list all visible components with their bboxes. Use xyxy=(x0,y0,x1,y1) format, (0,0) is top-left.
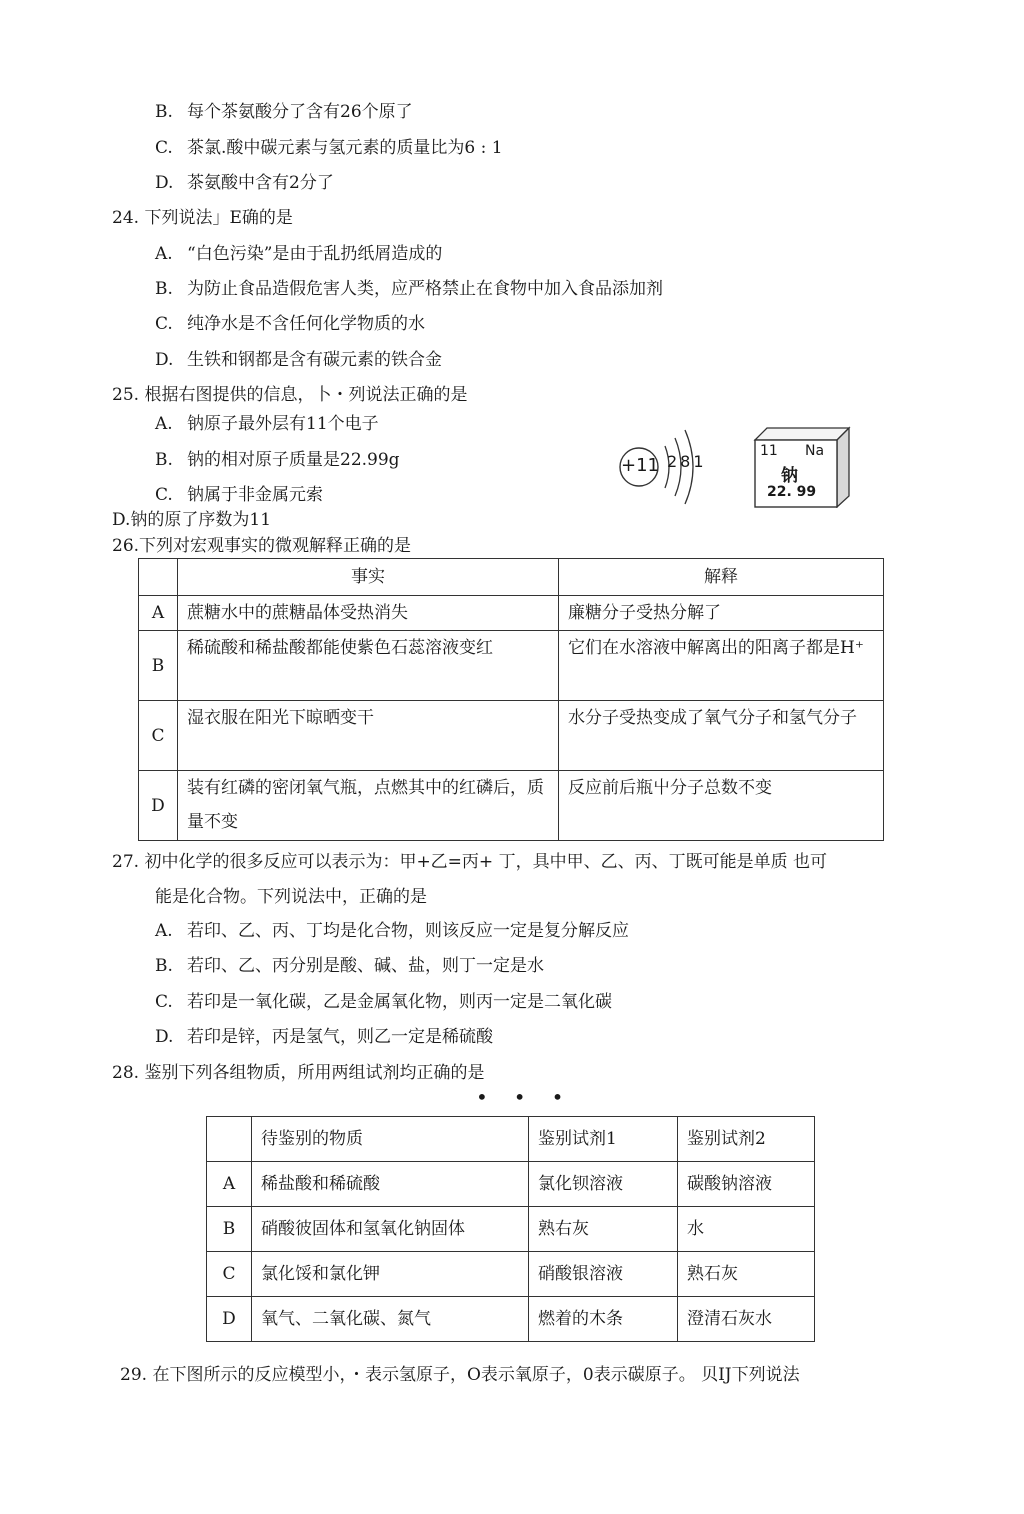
option-text: 茶氨酸中含有2分了 xyxy=(187,173,334,193)
element-name: 钠 xyxy=(781,466,798,486)
row-label: A xyxy=(139,596,178,631)
table-corner-cell xyxy=(207,1117,252,1162)
explain-cell: 水分子受热变成了氧气分子和氢气分子 xyxy=(559,701,884,771)
option-text: 纯净水是不含任何化学物质的水 xyxy=(187,314,425,334)
q24-option-a xyxy=(155,243,442,265)
q25-stem: 25. 根据右图提供的信息，卜・列说法正确的是 xyxy=(112,385,468,405)
row-label: B xyxy=(139,631,178,701)
q26-table xyxy=(138,558,884,841)
table-corner-cell xyxy=(139,559,178,596)
atom-electron-shells: 281 xyxy=(667,452,707,471)
substance-cell: 稀盐酸和稀硫酸 xyxy=(252,1162,529,1207)
option-letter: B. xyxy=(155,956,173,976)
q27-option-d xyxy=(155,1026,493,1048)
q29-stem: 29. 在下图所示的反应模型小，・表示氢原子，O表示氧原子，0表示碳原子。 贝IJ下列说法 xyxy=(120,1365,800,1385)
header-reagent-1: 鉴别试剂1 xyxy=(529,1117,678,1162)
emphasis-dots: ••• xyxy=(476,1085,590,1109)
option-letter: C. xyxy=(155,992,173,1012)
option-letter: B. xyxy=(155,102,173,122)
substance-cell: 氯化馁和氯化钾 xyxy=(252,1252,529,1297)
q27-option-c xyxy=(155,991,612,1013)
q27-option-a xyxy=(155,920,629,942)
substance-cell: 硝酸彼固体和氢氧化钠固体 xyxy=(252,1207,529,1252)
option-text: 钠原子最外层有11个电子 xyxy=(187,414,379,434)
reagent-1-cell: 燃着的木条 xyxy=(529,1297,678,1342)
option-text: 茶氯.酸中碳元素与氢元素的质量比为6 : 1 xyxy=(187,138,503,158)
element-number: 11 xyxy=(760,443,778,459)
option-letter: D. xyxy=(155,1027,174,1047)
option-text: 钠属于非金属元索 xyxy=(187,485,323,505)
fact-cell: 蔗糖水中的蔗糖晶体受热消失 xyxy=(178,596,559,631)
table-row xyxy=(139,596,884,631)
q24-option-d xyxy=(155,349,442,371)
fact-cell: 装有红磷的密闭氧气瓶，点燃其中的红磷后，质量不变 xyxy=(178,771,559,841)
option-letter: D. xyxy=(155,350,174,370)
q25-option-d: D.钠的原了序数为11 xyxy=(112,510,272,530)
row-label: C xyxy=(139,701,178,771)
header-substance: 待鉴别的物质 xyxy=(252,1117,529,1162)
option-text: 若印是一氧化碳，乙是金属氧化物，则丙一定是二氧化碳 xyxy=(187,992,612,1012)
table-row xyxy=(207,1162,815,1207)
option-letter: B. xyxy=(155,279,173,299)
option-text: “白色污染”是由于乱扔纸屑造成的 xyxy=(187,244,443,264)
option-letter: A. xyxy=(155,414,173,434)
option-text: 生铁和钢都是含有碳元素的铁合金 xyxy=(187,350,442,370)
explain-cell: 反应前后瓶屮分子总数不变 xyxy=(559,771,884,841)
row-label: D xyxy=(207,1297,252,1342)
option-letter: A. xyxy=(155,244,173,264)
q27-stem-line2: 能是化合物。下列说法中，正确的是 xyxy=(155,887,427,907)
table-row xyxy=(139,701,884,771)
option-letter: C. xyxy=(155,485,173,505)
fact-cell: 湿衣服在阳光下晾晒变干 xyxy=(178,701,559,771)
reagent-2-cell: 澄清石灰水 xyxy=(678,1297,815,1342)
atom-nucleus-charge: +11 xyxy=(621,455,659,476)
explain-cell: 廉糖分子受热分解了 xyxy=(559,596,884,631)
option-text: 若印是锌，丙是氢气，则乙一定是稀硫酸 xyxy=(187,1027,493,1047)
header-fact: 事实 xyxy=(178,559,559,596)
option-text: 每个茶氨酸分了含有26个原了 xyxy=(187,102,413,122)
sodium-element-card xyxy=(753,426,851,508)
row-label: D xyxy=(139,771,178,841)
q23-option-c xyxy=(155,137,503,159)
q25-option-a xyxy=(155,413,379,435)
reagent-2-cell: 熟石灰 xyxy=(678,1252,815,1297)
q25-option-c xyxy=(155,484,323,506)
reagent-2-cell: 碳酸钠溶液 xyxy=(678,1162,815,1207)
q24-option-b xyxy=(155,278,663,300)
option-text: 若印、乙、丙、丁均是化合物，则该反应一定是复分解反应 xyxy=(187,921,629,941)
option-letter: D. xyxy=(155,173,174,193)
option-text: 若印、乙、丙分别是酸、碱、盐，则丁一定是水 xyxy=(187,956,544,976)
q24-stem: 24. 下列说法」E确的是 xyxy=(112,208,293,228)
header-reagent-2: 鉴别试剂2 xyxy=(678,1117,815,1162)
reagent-1-cell: 硝酸银溶液 xyxy=(529,1252,678,1297)
table-row xyxy=(207,1207,815,1252)
q27-option-b xyxy=(155,955,544,977)
q26-stem: 26.下列对宏观事实的微观解释正确的是 xyxy=(112,536,412,556)
q28-table xyxy=(206,1116,815,1342)
element-symbol: Na xyxy=(805,443,825,459)
row-label: B xyxy=(207,1207,252,1252)
explain-cell: 它们在水溶液中解离出的阳离子都是H⁺ xyxy=(559,631,884,701)
header-explanation: 解释 xyxy=(559,559,884,596)
table-row xyxy=(207,1297,815,1342)
q23-option-b xyxy=(155,101,413,123)
q28-stem: 28. 鉴别下列各组物质，所用两组试剂均正确的是 xyxy=(112,1063,485,1083)
row-label: A xyxy=(207,1162,252,1207)
option-text: 为防止食品造假危害人类，应严格禁止在食物中加入食品添加剂 xyxy=(187,279,663,299)
table-row xyxy=(139,771,884,841)
element-mass: 22. 99 xyxy=(767,484,817,500)
reagent-2-cell: 水 xyxy=(678,1207,815,1252)
q24-option-c xyxy=(155,313,425,335)
table-row xyxy=(207,1252,815,1297)
table-row xyxy=(139,631,884,701)
option-letter: C. xyxy=(155,138,173,158)
option-letter: C. xyxy=(155,314,173,334)
q25-option-b xyxy=(155,449,400,471)
sodium-atom-structure-diagram xyxy=(615,424,725,510)
option-letter: A. xyxy=(155,921,173,941)
option-text: 钠的相对原子质量是22.99g xyxy=(187,450,400,470)
substance-cell: 氧气、二氧化碳、氮气 xyxy=(252,1297,529,1342)
fact-cell: 稀硫酸和稀盐酸都能使紫色石蕊溶液变红 xyxy=(178,631,559,701)
option-letter: B. xyxy=(155,450,173,470)
reagent-1-cell: 氯化钡溶液 xyxy=(529,1162,678,1207)
reagent-1-cell: 熟右灰 xyxy=(529,1207,678,1252)
q27-stem-line1: 27. 初中化学的很多反应可以表示为：甲+乙=丙+ 丁，具中甲、乙、丙、丁既可能是单质 也可 xyxy=(112,852,827,872)
q23-option-d xyxy=(155,172,334,194)
row-label: C xyxy=(207,1252,252,1297)
